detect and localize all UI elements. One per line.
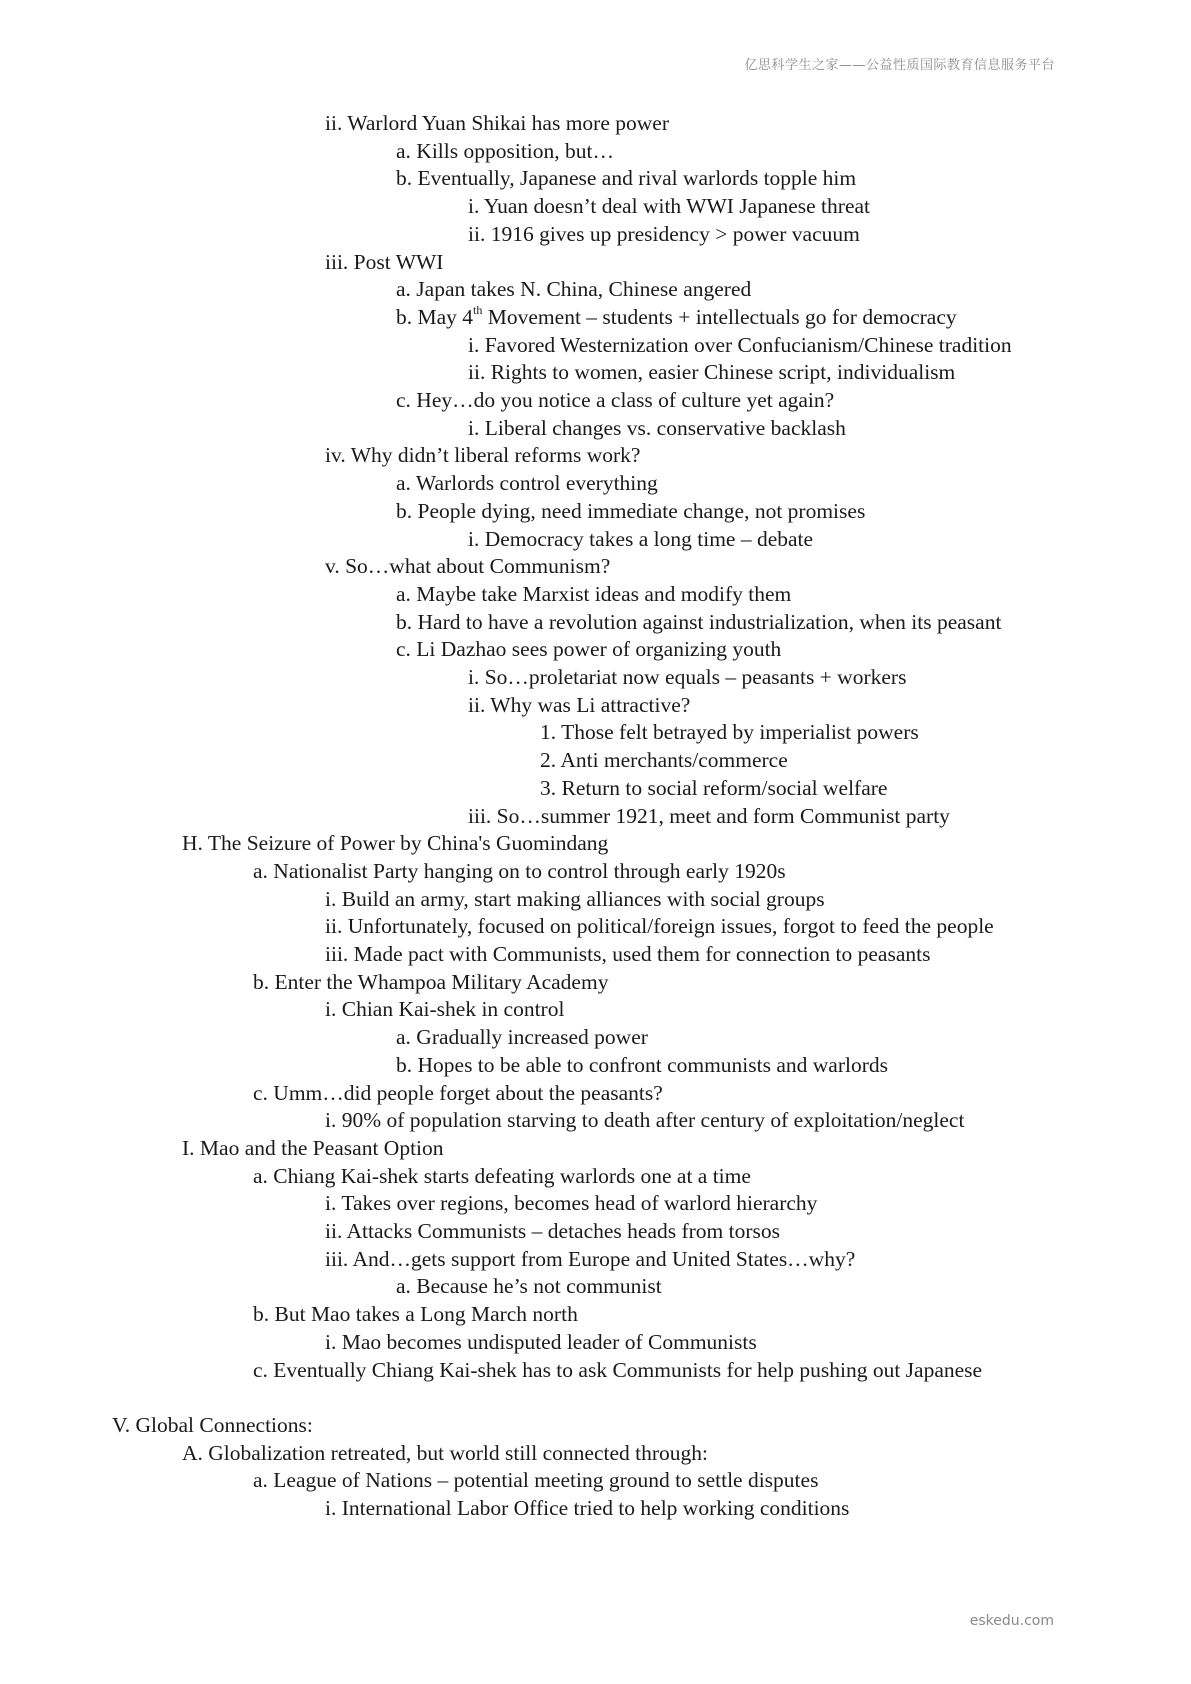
outline-item-text: a. Because he’s not communist bbox=[396, 1274, 662, 1299]
outline-item-text: a. Nationalist Party hanging on to control through early 1920s bbox=[253, 858, 786, 883]
outline-item-text: i. International Labor Office tried to help working conditions bbox=[325, 1496, 850, 1520]
outline-item bbox=[468, 332, 1012, 358]
outline-item-text: b. But Mao takes a Long March north bbox=[253, 1302, 578, 1327]
outline-item bbox=[325, 1190, 817, 1216]
outline-item-text: iii. Post WWI bbox=[325, 249, 444, 274]
outline-item bbox=[396, 1273, 662, 1299]
outline-item bbox=[396, 1052, 888, 1078]
outline-item-text: i. Build an army, start making alliances with social groups bbox=[325, 886, 825, 911]
outline-item-text: a. Gradually increased power bbox=[396, 1025, 648, 1050]
outline-item-text: b. Enter the Whampoa Military Academy bbox=[253, 969, 609, 994]
outline-item bbox=[396, 138, 614, 164]
outline-item-text: b. People dying, need immediate change, not promises bbox=[396, 498, 866, 523]
outline-item-text: c. Hey…do you notice a class of culture yet again? bbox=[396, 388, 835, 412]
outline-item bbox=[396, 581, 791, 607]
header-watermark: 亿思科学生之家——公益性质国际教育信息服务平台 bbox=[744, 58, 1055, 73]
outline-item-text: 1. Those felt betrayed by imperialist powers bbox=[540, 720, 919, 745]
outline-item bbox=[396, 470, 658, 496]
outline-item-text: a. Warlords control everything bbox=[396, 471, 658, 496]
outline-item-text: c. Li Dazhao sees power of organizing youth bbox=[396, 637, 782, 662]
outline-item bbox=[396, 1024, 648, 1050]
outline-item bbox=[325, 913, 994, 939]
outline-item-text: ii. Rights to women, easier Chinese script, individualism bbox=[468, 360, 956, 385]
outline-item-text: iii. And…gets support from Europe and United States…why? bbox=[325, 1246, 856, 1271]
outline-item bbox=[325, 249, 443, 275]
outline-item-text: V. Global Connections: bbox=[112, 1412, 313, 1437]
outline-item-text: b. Hard to have a revolution against industrialization, when its peasant bbox=[396, 609, 1002, 634]
outline-item bbox=[325, 1246, 855, 1272]
outline-item-text: b. Hopes to be able to confront communists and warlords bbox=[396, 1052, 889, 1077]
outline-item bbox=[468, 359, 955, 385]
outline-item bbox=[468, 526, 813, 552]
outline-item bbox=[468, 692, 690, 718]
outline-item-text: a. Maybe take Marxist ideas and modify them bbox=[396, 581, 792, 606]
outline-item bbox=[396, 165, 856, 191]
outline-item-text: i. 90% of population starving to death after century of exploitation/neglect bbox=[325, 1108, 965, 1133]
outline-item bbox=[253, 1301, 578, 1327]
outline-item bbox=[468, 803, 950, 829]
outline-item bbox=[468, 221, 860, 247]
outline-item bbox=[182, 1440, 708, 1466]
outline-item-text: I. Mao and the Peasant Option bbox=[182, 1135, 444, 1160]
outline-item-text: b. Eventually, Japanese and rival warlords topple him bbox=[396, 166, 857, 191]
outline-item bbox=[396, 636, 781, 662]
outline-item bbox=[182, 830, 608, 856]
outline-item-text: ii. 1916 gives up presidency > power vacuum bbox=[468, 221, 860, 246]
outline-item bbox=[468, 193, 870, 219]
outline-item-text: H. The Seizure of Power by China's Guomindang bbox=[182, 831, 609, 856]
outline-item bbox=[325, 1218, 780, 1244]
outline-item bbox=[396, 304, 957, 330]
superscript: th bbox=[473, 302, 483, 317]
outline-item bbox=[112, 1412, 313, 1438]
outline-item-text: iii. Made pact with Communists, used them for connection to peasants bbox=[325, 942, 931, 966]
outline-item bbox=[396, 609, 1001, 635]
outline-item-text: a. Japan takes N. China, Chinese angered bbox=[396, 277, 752, 302]
outline-item bbox=[325, 553, 610, 579]
outline-item bbox=[396, 276, 751, 302]
outline-item-text: ii. Why was Li attractive? bbox=[468, 692, 691, 717]
outline-item bbox=[325, 1329, 757, 1355]
outline-item bbox=[325, 442, 640, 468]
outline-item bbox=[325, 1495, 849, 1521]
outline-item-text: 3. Return to social reform/social welfare bbox=[540, 775, 888, 800]
outline-item bbox=[253, 1467, 818, 1493]
outline-item-text: i. So…proletariat now equals – peasants + workers bbox=[468, 665, 907, 689]
outline-item bbox=[325, 996, 564, 1022]
outline-item bbox=[325, 886, 825, 912]
outline-item-text: i. Democracy takes a long time – debate bbox=[468, 526, 814, 551]
outline-item bbox=[253, 1080, 663, 1106]
outline-item-text: iv. Why didn’t liberal reforms work? bbox=[325, 443, 641, 468]
outline-item-text: i. Favored Westernization over Confucianism/Chinese tradition bbox=[468, 332, 1012, 357]
outline-item-text: i. Yuan doesn’t deal with WWI Japanese threat bbox=[468, 194, 871, 219]
outline-item bbox=[182, 1135, 444, 1161]
outline-item-text: A. Globalization retreated, but world still connected through: bbox=[182, 1440, 709, 1465]
outline-item-text: i. Mao becomes undisputed leader of Communists bbox=[325, 1329, 757, 1354]
outline-item-text: b. May 4 bbox=[396, 304, 474, 329]
outline-item bbox=[468, 415, 846, 441]
outline-item-text: ii. Attacks Communists – detaches heads from torsos bbox=[325, 1219, 781, 1243]
outline-item-text: c. Eventually Chiang Kai-shek has to ask Communists for help pushing out Japanese bbox=[253, 1357, 983, 1382]
outline-item-text: a. Kills opposition, but… bbox=[396, 138, 614, 163]
outline-item bbox=[468, 664, 906, 690]
outline-item bbox=[253, 969, 608, 995]
outline-item-text: iii. So…summer 1921, meet and form Communist party bbox=[468, 803, 950, 828]
outline-item bbox=[325, 1107, 964, 1133]
outline-item bbox=[253, 1357, 982, 1383]
outline-item-text: 2. Anti merchants/commerce bbox=[540, 748, 788, 773]
outline-item bbox=[253, 858, 786, 884]
outline-item-text: ii. Warlord Yuan Shikai has more power bbox=[325, 111, 669, 135]
outline-item-text: ii. Unfortunately, focused on political/foreign issues, forgot to feed the people bbox=[325, 914, 994, 939]
outline-item-text: a. League of Nations – potential meeting ground to settle disputes bbox=[253, 1468, 819, 1493]
outline-item-text: v. So…what about Communism? bbox=[325, 554, 611, 579]
outline-item-text: a. Chiang Kai-shek starts defeating warlords one at a time bbox=[253, 1163, 751, 1188]
footer-watermark: eskedu.com bbox=[969, 1613, 1054, 1629]
outline-item bbox=[396, 387, 834, 413]
outline-item bbox=[396, 498, 865, 524]
outline-item-text: i. Chian Kai-shek in control bbox=[325, 997, 565, 1022]
outline-item-text-continued: Movement – students + intellectuals go for democracy bbox=[482, 304, 957, 329]
outline-item-text: c. Umm…did people forget about the peasants? bbox=[253, 1080, 663, 1105]
outline-item bbox=[325, 941, 930, 967]
outline-item bbox=[540, 719, 919, 745]
outline-item bbox=[325, 110, 669, 136]
outline-item bbox=[253, 1163, 751, 1189]
outline-item bbox=[540, 775, 887, 801]
outline-item bbox=[540, 747, 788, 773]
outline-item-text: i. Takes over regions, becomes head of warlord hierarchy bbox=[325, 1191, 818, 1216]
outline-item-text: i. Liberal changes vs. conservative backlash bbox=[468, 415, 846, 440]
